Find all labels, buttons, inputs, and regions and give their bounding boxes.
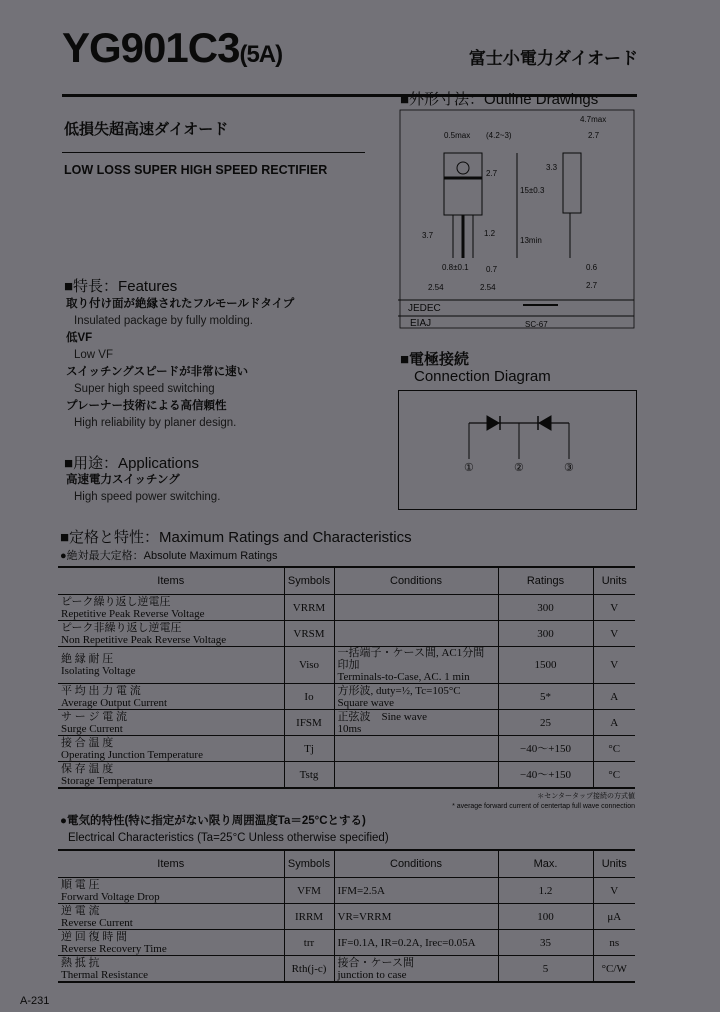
item-en: Non Repetitive Peak Reverse Voltage xyxy=(61,633,227,646)
item-cell xyxy=(58,930,284,956)
condition-line: IF=0.1A, IR=0.2A, Irec=0.05A xyxy=(337,936,476,949)
condition-line: IFM=2.5A xyxy=(337,884,385,897)
dim-label: 2.54 xyxy=(428,283,444,292)
dim-label: 0.6 xyxy=(586,263,598,272)
item-en: Operating Junction Temperature xyxy=(61,748,203,761)
unit-cell: °C/W xyxy=(593,956,635,983)
eiaj-value: SC-67 xyxy=(525,320,548,329)
col-max: Max. xyxy=(498,850,593,878)
symbol-cell: VFM xyxy=(284,878,334,904)
item-cell xyxy=(58,878,284,904)
item-jp: 熱 抵 抗 xyxy=(61,956,100,969)
applications-heading: ■用途：Applications xyxy=(64,455,199,472)
unit-cell: V xyxy=(593,621,635,647)
item-jp: 接 合 温 度 xyxy=(61,736,114,749)
ratings-section xyxy=(58,529,635,983)
table-row xyxy=(58,710,635,736)
diode-symbol xyxy=(539,416,551,430)
condition-line: Terminals-to-Case, AC. 1 min xyxy=(337,671,470,683)
col-symbols: Symbols xyxy=(284,567,334,595)
item-en: Thermal Resistance xyxy=(61,968,149,981)
symbol-cell: Io xyxy=(284,684,334,710)
condition-cell xyxy=(334,736,498,762)
table-row xyxy=(58,595,635,621)
table-row xyxy=(58,684,635,710)
applications-list xyxy=(66,472,220,506)
condition-line: 正弦波 Sine wave xyxy=(337,710,428,723)
item-en: Average Output Current xyxy=(61,696,168,709)
table-row xyxy=(58,647,635,684)
item-jp: 順 電 圧 xyxy=(61,878,100,891)
dim-label: 0.8±0.1 xyxy=(442,263,469,272)
table-header xyxy=(58,850,635,878)
item-jp: 平 均 出 力 電 流 xyxy=(61,684,141,697)
page-number: A-231 xyxy=(20,995,50,1007)
item-jp: ピーク非繰り返し逆電圧 xyxy=(61,621,182,634)
condition-cell xyxy=(334,762,498,789)
condition-cell xyxy=(334,878,498,904)
item-en: Repetitive Peak Reverse Voltage xyxy=(61,607,205,620)
electrical-heading-en: Electrical Characteristics (Ta=25°C Unless otherwise specified) xyxy=(68,832,389,844)
symbol-cell: VRRM xyxy=(284,595,334,621)
item-cell xyxy=(58,710,284,736)
col-items: Items xyxy=(58,850,284,878)
features-list xyxy=(66,296,294,432)
dim-label: (4.2~3) xyxy=(486,131,512,140)
feature-item: スイッチングスピードが非常に速い Super high speed switching xyxy=(66,366,249,395)
item-jp: ピーク繰り返し逆電圧 xyxy=(61,595,171,608)
col-items: Items xyxy=(58,567,284,595)
condition-line: 接合・ケース間 xyxy=(337,956,414,969)
footnotes xyxy=(58,792,635,812)
item-jp: 逆 電 流 xyxy=(61,904,100,917)
item-cell xyxy=(58,621,284,647)
value-cell: 5* xyxy=(498,684,593,710)
dim-label: 2.7 xyxy=(486,169,498,178)
footnote-jp: ＊センタータップ接続の方式値 xyxy=(537,793,635,800)
col-units: Units xyxy=(593,567,635,595)
unit-cell: V xyxy=(593,878,635,904)
col-conditions: Conditions xyxy=(334,850,498,878)
electrical-characteristics-table xyxy=(58,849,635,983)
col-ratings: Ratings xyxy=(498,567,593,595)
value-cell: 5 xyxy=(498,956,593,983)
value-cell: −40～+150 xyxy=(498,736,593,762)
eiaj-label: EIAJ xyxy=(410,318,432,329)
value-cell: 100 xyxy=(498,904,593,930)
ratings-subheading: ●絶対最大定格：Absolute Maximum Ratings xyxy=(60,550,278,562)
jedec-label: JEDEC xyxy=(408,303,441,314)
dim-label: 0.5max xyxy=(444,131,471,140)
outline-heading: ■外形寸法：Outline Drawings xyxy=(400,91,599,108)
dim-label: 0.7 xyxy=(486,265,498,274)
connection-heading-jp: ■電極接続 xyxy=(400,351,470,368)
condition-line: Square wave xyxy=(337,696,395,709)
item-jp: 絶 縁 耐 圧 xyxy=(61,653,114,665)
footnote-en: * average forward current of centertap full wave connection xyxy=(452,803,635,810)
value-cell: 35 xyxy=(498,930,593,956)
feature-item: 取り付け面が絶縁されたフルモールドタイプ Insulated package by fully molding. xyxy=(66,298,295,327)
unit-cell: °C xyxy=(593,736,635,762)
col-symbols: Symbols xyxy=(284,850,334,878)
symbol-cell: IRRM xyxy=(284,904,334,930)
electrical-heading-jp: ●電気的特性(特に指定がない限り周囲温度Ta＝25°Cとする) xyxy=(60,815,366,827)
connection-heading-en: Connection Diagram xyxy=(414,368,551,385)
condition-cell xyxy=(334,956,498,983)
item-cell xyxy=(58,595,284,621)
condition-cell xyxy=(334,930,498,956)
subtitle-jp: 低損失超高速ダイオード xyxy=(64,121,229,138)
table-row xyxy=(58,878,635,904)
feature-item: 低VF Low VF xyxy=(66,332,113,361)
subtitle-rule xyxy=(62,152,365,153)
condition-cell xyxy=(334,595,498,621)
item-jp: 逆 回 復 時 間 xyxy=(61,930,127,943)
dim-label: 13min xyxy=(520,236,542,245)
dim-label: 2.7 xyxy=(586,281,598,290)
value-cell: 25 xyxy=(498,710,593,736)
item-en: Isolating Voltage xyxy=(61,665,136,677)
unit-cell: A xyxy=(593,710,635,736)
unit-cell: V xyxy=(593,647,635,684)
condition-line: 一括端子・ケース間, AC1分間印加 xyxy=(337,647,485,671)
table-row xyxy=(58,904,635,930)
col-conditions: Conditions xyxy=(334,567,498,595)
symbol-cell: Tstg xyxy=(284,762,334,789)
diode-symbol xyxy=(487,416,499,430)
item-en: Storage Temperature xyxy=(61,774,153,787)
dim-label: 4.7max xyxy=(580,115,607,124)
item-en: Surge Current xyxy=(61,722,123,735)
table-row xyxy=(58,621,635,647)
unit-cell: A xyxy=(593,684,635,710)
dim-label: 15±0.3 xyxy=(520,186,545,195)
feature-item: プレーナー技術による高信頼性 High reliability by planer design. xyxy=(66,400,237,429)
ratings-heading: ■定格と特性：Maximum Ratings and Characteristics xyxy=(60,529,412,546)
item-cell xyxy=(58,647,284,684)
item-en: Forward Voltage Drop xyxy=(61,890,160,903)
dim-label: 2.7 xyxy=(588,131,600,140)
table-row xyxy=(58,956,635,983)
condition-cell xyxy=(334,621,498,647)
dim-label: 2.54 xyxy=(480,283,496,292)
symbol-cell: Rth(j-c) xyxy=(284,956,334,983)
outline-drawing xyxy=(398,108,636,330)
col-units: Units xyxy=(593,850,635,878)
value-cell: 1500 xyxy=(498,647,593,684)
symbol-cell: trr xyxy=(284,930,334,956)
unit-cell: °C xyxy=(593,762,635,789)
category-jp: 富士小電力ダイオード xyxy=(468,49,638,68)
pin-2: ② xyxy=(514,462,524,474)
value-cell: 1.2 xyxy=(498,878,593,904)
symbol-cell: VRSM xyxy=(284,621,334,647)
item-cell xyxy=(58,762,284,789)
part-number: YG901C3(5A) xyxy=(62,24,283,71)
table-row xyxy=(58,762,635,789)
connection-diagram xyxy=(398,390,637,510)
symbol-cell: Tj xyxy=(284,736,334,762)
item-en: Reverse Recovery Time xyxy=(61,942,167,955)
condition-cell xyxy=(334,710,498,736)
item-cell xyxy=(58,956,284,983)
features-heading: ■特長：Features xyxy=(64,278,178,295)
dim-label: 3.3 xyxy=(546,163,558,172)
value-cell: −40～+150 xyxy=(498,762,593,789)
condition-cell xyxy=(334,684,498,710)
condition-line: 方形波, duty=½, Tc=105°C xyxy=(337,684,461,697)
value-cell: 300 xyxy=(498,621,593,647)
pin-1: ① xyxy=(464,462,474,474)
value-cell: 300 xyxy=(498,595,593,621)
unit-cell: ns xyxy=(593,930,635,956)
table-row xyxy=(58,930,635,956)
table-header xyxy=(58,567,635,595)
item-cell xyxy=(58,684,284,710)
item-cell xyxy=(58,904,284,930)
item-en: Reverse Current xyxy=(61,916,133,929)
condition-line: junction to case xyxy=(337,968,407,981)
application-item: 高速電力スイッチング High speed power switching. xyxy=(66,474,221,503)
table-row xyxy=(58,736,635,762)
symbol-cell: IFSM xyxy=(284,710,334,736)
dim-label: 1.2 xyxy=(484,229,496,238)
condition-cell xyxy=(334,647,498,684)
absolute-max-ratings-table xyxy=(58,566,635,789)
condition-cell xyxy=(334,904,498,930)
item-cell xyxy=(58,736,284,762)
subtitle-en: LOW LOSS SUPER HIGH SPEED RECTIFIER xyxy=(64,163,328,177)
condition-line: VR=VRRM xyxy=(337,910,392,923)
unit-cell: V xyxy=(593,595,635,621)
pin-3: ③ xyxy=(564,462,574,474)
item-jp: サ ー ジ 電 流 xyxy=(61,710,127,723)
dim-label: 3.7 xyxy=(422,231,434,240)
item-jp: 保 存 温 度 xyxy=(61,762,114,775)
unit-cell: μA xyxy=(593,904,635,930)
condition-line: 10ms xyxy=(337,722,362,735)
symbol-cell: Viso xyxy=(284,647,334,684)
